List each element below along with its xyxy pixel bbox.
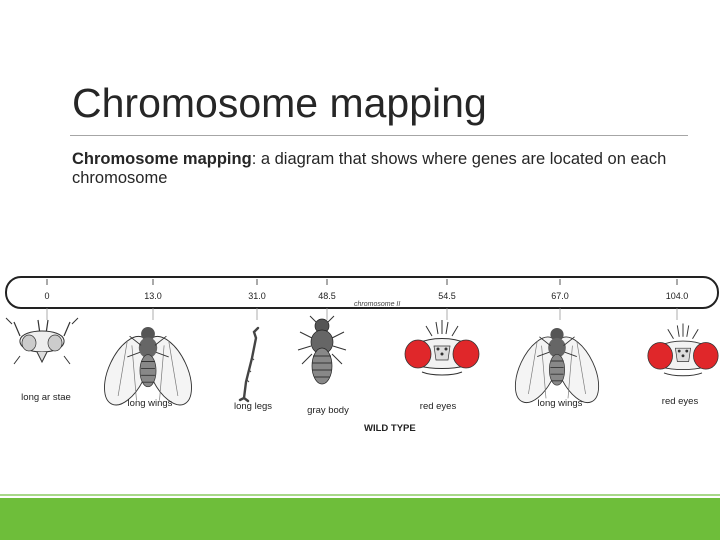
locus-position: 0 <box>44 291 50 301</box>
fly-gray-body-illustration <box>298 316 346 384</box>
chromosome-label: chromosome II <box>354 301 401 308</box>
footer-accent-band <box>0 498 720 540</box>
locus-position: 104.0 <box>665 291 689 301</box>
chromosome-map-diagram <box>0 268 720 438</box>
fly-long-wings-illustration <box>506 328 607 409</box>
trait-label: long wings <box>127 398 173 409</box>
definition-paragraph <box>72 150 672 188</box>
locus-position: 13.0 <box>144 291 162 301</box>
definition-term: Chromosome mapping <box>72 150 252 168</box>
locus-position: 31.0 <box>248 291 266 301</box>
definition-text: : a diagram that shows where genes are located on each chromosome <box>72 150 667 187</box>
trait-label: red eyes <box>419 401 457 412</box>
footer-accent-line <box>0 494 720 496</box>
trait-label: long legs <box>233 401 273 412</box>
trait-label: long wings <box>537 398 583 409</box>
locus-position: 48.5 <box>318 291 336 301</box>
slide-title: Chromosome mapping <box>72 80 487 126</box>
title-divider <box>70 135 688 136</box>
trait-label: red eyes <box>661 396 699 407</box>
trait-label: gray body <box>307 405 349 416</box>
locus-position: 54.5 <box>438 291 456 301</box>
wild-type-label: WILD TYPE <box>364 423 416 434</box>
fly-red-eyes-illustration <box>648 324 718 376</box>
fly-red-eyes-illustration <box>405 320 479 375</box>
fly-aristae-illustration <box>6 318 78 364</box>
fly-leg-illustration <box>240 328 258 401</box>
locus-position: 67.0 <box>551 291 569 301</box>
trait-label: long ar stae <box>21 392 71 403</box>
